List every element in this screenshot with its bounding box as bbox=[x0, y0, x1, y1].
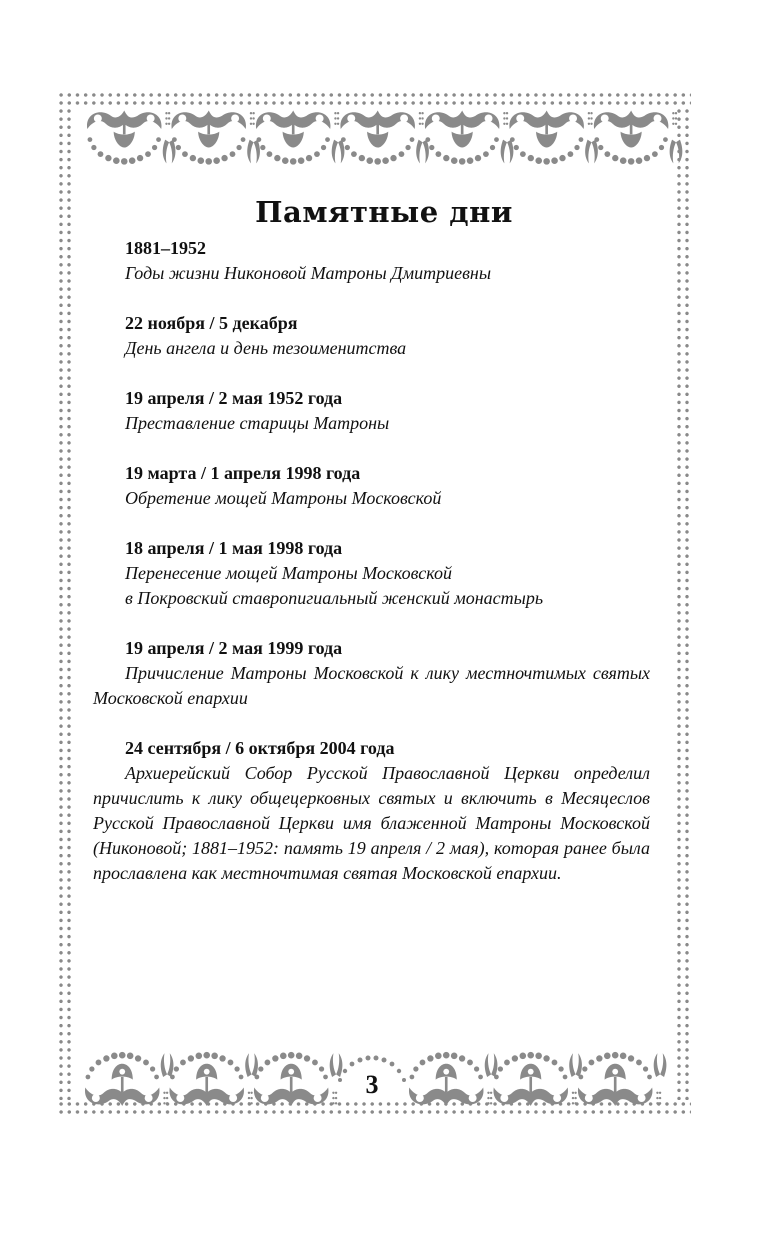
entry-description bbox=[93, 561, 650, 611]
entry-date: 19 апреля / 2 мая 1999 года bbox=[125, 638, 343, 658]
entry-date: 22 ноября / 5 декабря bbox=[125, 313, 298, 333]
entry-description bbox=[93, 411, 650, 436]
description-line: Перенесение мощей Матроны Московской bbox=[125, 563, 452, 583]
dotted-frame-top bbox=[57, 91, 691, 107]
memorial-entry bbox=[93, 636, 650, 711]
entry-date: 24 сентября / 6 октября 2004 года bbox=[125, 738, 395, 758]
top-ornament-band bbox=[87, 111, 682, 165]
entry-date: 19 марта / 1 апреля 1998 года bbox=[125, 463, 361, 483]
entry-date: 1881–1952 bbox=[125, 238, 206, 258]
dotted-frame-bottom bbox=[57, 1100, 691, 1116]
entry-date: 18 апреля / 1 мая 1998 года bbox=[125, 538, 343, 558]
description-line: Преставление старицы Матроны bbox=[125, 413, 390, 433]
description-line: Годы жизни Никоновой Матроны Дмитриевны bbox=[125, 263, 492, 283]
description-line: Обретение мощей Матроны Московской bbox=[125, 488, 442, 508]
dotted-frame-left bbox=[57, 107, 73, 1100]
entry-description: Архиерейский Собор Русской Православной Церкви определил причислить к лику общецерковных святых и включить в Месяцеслов Русской Православной Церкви имя блаженной Матроны Московской (Никоновой; 1881–1952: память 19 апреля / 2 мая), которая ранее была прославлена как местночтимая святая Московской епархии. bbox=[93, 763, 650, 883]
entry-description: Причисление Матроны Московской к лику местночтимых святых Московской епархии bbox=[93, 663, 650, 708]
entry-description bbox=[93, 261, 650, 286]
memorial-entry bbox=[93, 236, 650, 286]
bottom-ornament-band-right bbox=[409, 1052, 666, 1106]
entry-date: 19 апреля / 2 мая 1952 года bbox=[125, 388, 343, 408]
memorial-entry bbox=[93, 386, 650, 436]
entry-description bbox=[93, 336, 650, 361]
bottom-ornament-band-left bbox=[85, 1052, 342, 1106]
description-line: День ангела и день тезоименитства bbox=[125, 338, 407, 358]
memorial-entry bbox=[93, 536, 650, 611]
description-line: в Покровский ставропигиальный женский монастырь bbox=[125, 588, 544, 608]
dotted-frame-right bbox=[675, 107, 691, 1100]
entry-description bbox=[93, 486, 650, 511]
memorial-days-list bbox=[93, 236, 650, 911]
page-number: 3 bbox=[365, 1070, 379, 1099]
memorial-entry bbox=[93, 461, 650, 511]
memorial-entry bbox=[93, 736, 650, 886]
page-title: Памятные дни bbox=[255, 195, 513, 230]
memorial-entry bbox=[93, 311, 650, 361]
